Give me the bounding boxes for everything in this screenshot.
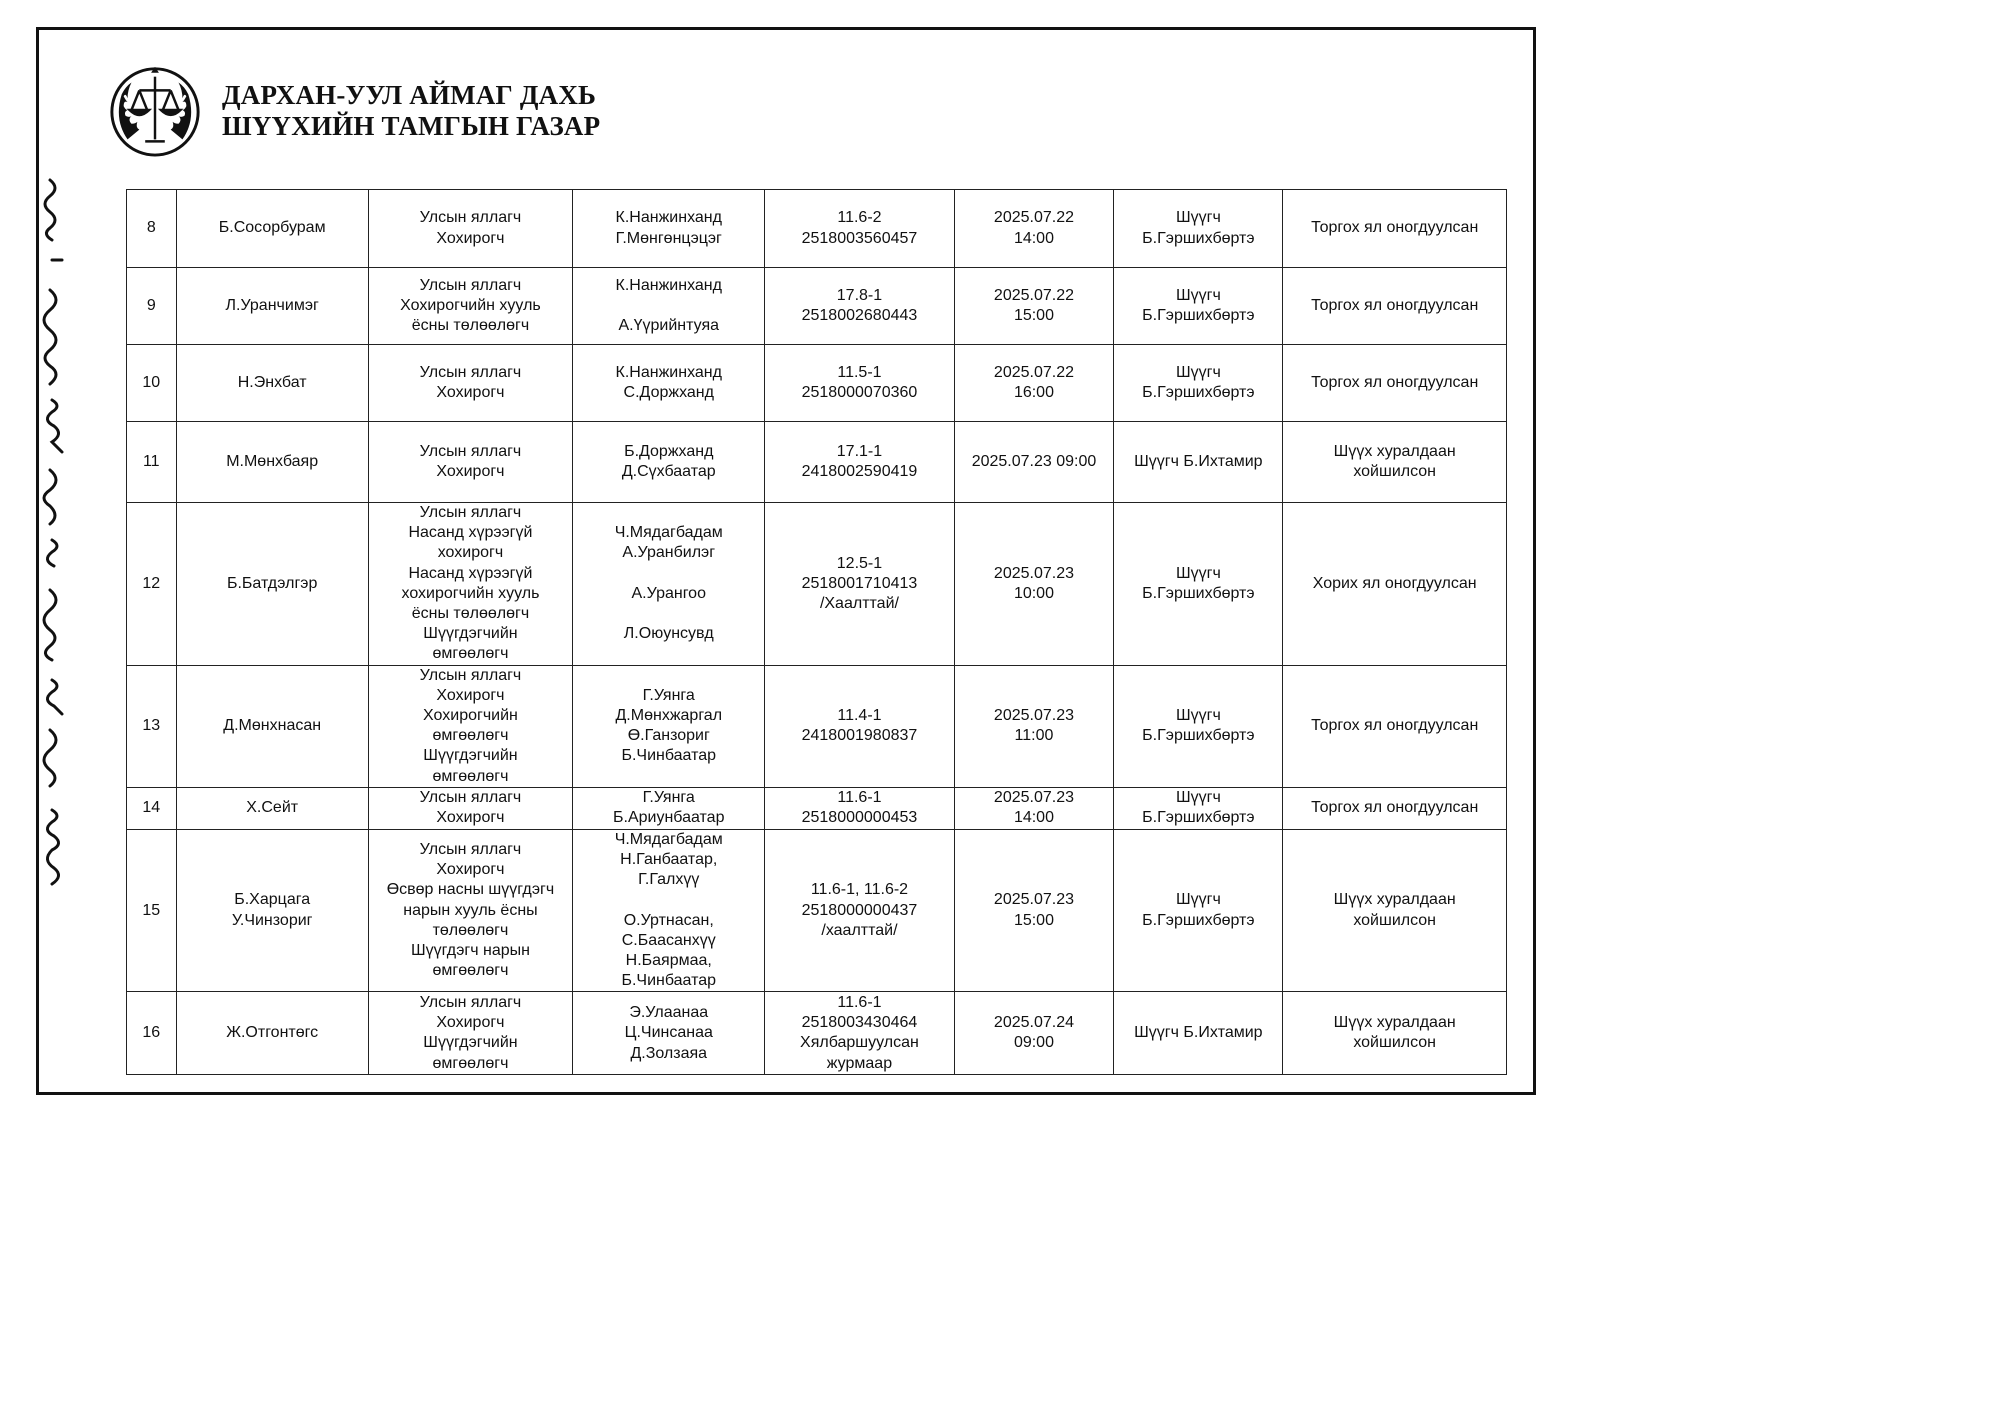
case-number-cell: 14 [127, 787, 177, 829]
lawyers-line: С.Доржханд [623, 384, 714, 401]
lawyers-line: А.Урангоо [631, 584, 706, 602]
article-case-code-cell [765, 190, 954, 268]
parties-line: хохирогчийн хууль [401, 584, 540, 602]
parties-line: ёсны төлөөлөгч [411, 605, 530, 623]
judge-line: Б.Гэршихбөртэ [1142, 584, 1255, 602]
table-row [127, 503, 1507, 666]
parties-line: өмгөөлөгч [432, 727, 509, 745]
lawyers-line: Н.Баярмаа, [625, 952, 712, 970]
lawyers-line: Л.Оюунсувд [623, 625, 714, 643]
parties-line: Улсын яллагч [419, 363, 522, 381]
judge-line: Б.Гэршихбөртэ [1142, 229, 1255, 247]
result-cell [1283, 422, 1507, 503]
side-script-rule [36, 150, 39, 920]
article-case-code-line: 2518000000453 [801, 809, 918, 827]
article-case-code-line: 11.4-1 [837, 707, 882, 725]
lawyers-cell [573, 190, 765, 268]
parties-line: Өсвөр насны шүүгдэгч [386, 881, 555, 899]
judge-cell [1114, 345, 1283, 422]
judge-cell [1114, 829, 1283, 992]
hearing-datetime-cell [954, 268, 1114, 345]
defendant-line: Ж.Отгонтөгс [226, 1024, 319, 1042]
parties-line: Улсын яллагч [419, 209, 522, 227]
hearing-datetime-line: 15:00 [1013, 307, 1054, 324]
article-case-code-line: Хялбаршуулсан [800, 1034, 919, 1052]
lawyers-line: Д.Сүхбаатар [621, 463, 716, 480]
defendant-line: Б.Харцага [234, 891, 311, 909]
article-case-code-cell [765, 829, 954, 992]
article-case-code-line: 2518003560457 [801, 229, 918, 247]
article-case-code-cell [765, 787, 954, 829]
defendant-cell [176, 665, 368, 787]
article-case-code-line: 2518003430464 [801, 1014, 918, 1032]
defendant-line: М.Мөнхбаяр [226, 452, 319, 470]
judge-line: Шүүгч [1175, 564, 1221, 582]
judge-line: Б.Гэршихбөртэ [1142, 911, 1255, 929]
lawyers-line: С.Баасанхүү [621, 931, 716, 949]
article-case-code-cell [765, 992, 954, 1075]
lawyers-cell [573, 345, 765, 422]
hearing-datetime-cell [954, 829, 1114, 992]
lawyers-line: О.Уртнасан, [623, 911, 714, 929]
judge-cell [1114, 190, 1283, 268]
result-line: Торгох ял оногдуулсан [1311, 219, 1479, 237]
lawyers-line: А.Үүрийнтуяа [618, 317, 719, 335]
parties-line: Шүүгдэгчийн [423, 1034, 518, 1052]
result-line: Шүүх хуралдаан [1333, 1014, 1456, 1032]
judge-cell [1114, 268, 1283, 345]
lawyers-line: Д.Золзаяа [630, 1044, 708, 1062]
case-number-cell: 12 [127, 503, 177, 666]
lawyers-line: Б.Доржханд [624, 442, 714, 460]
judge-line: Шүүгч [1175, 789, 1221, 807]
defendant-cell [176, 992, 368, 1075]
organization-name [222, 80, 600, 142]
case-number-cell: 10 [127, 345, 177, 422]
defendant-line: Л.Уранчимэг [225, 296, 319, 314]
table-row [127, 190, 1507, 268]
lawyers-line [573, 564, 764, 584]
case-number-cell: 8 [127, 190, 177, 268]
lawyers-line [573, 296, 764, 316]
table-row [127, 268, 1507, 345]
result-line: Шүүх хуралдаан [1333, 442, 1456, 460]
parties-line: Шүүгдэгч нарын [410, 941, 530, 959]
parties-line: Хохирогч [436, 686, 505, 704]
article-case-code-cell [765, 422, 954, 503]
hearing-datetime-cell [954, 422, 1114, 503]
table-row [127, 345, 1507, 422]
parties-line: Шүүгдэгчийн [423, 747, 518, 765]
case-number-cell: 13 [127, 665, 177, 787]
result-line: Торгох ял оногдуулсан [1311, 373, 1479, 391]
lawyers-cell [573, 503, 765, 666]
parties-line: Хохирогч [436, 861, 505, 879]
article-case-code-line: журмаар [826, 1054, 893, 1072]
hearing-datetime-line: 15:00 [1013, 911, 1054, 929]
hearing-datetime-cell [954, 345, 1114, 422]
court-emblem-logo [106, 60, 204, 160]
result-cell [1283, 787, 1507, 829]
lawyers-line: Ч.Мядагбадам [614, 830, 723, 848]
parties-line: Хохирогч [436, 229, 505, 247]
result-line: хойшилсон [1353, 463, 1437, 480]
result-line: хойшилсон [1353, 911, 1437, 929]
hearing-datetime-line: 2025.07.23 [993, 707, 1074, 725]
article-case-code-cell [765, 268, 954, 345]
parties-cell [368, 422, 572, 503]
defendant-cell [176, 787, 368, 829]
hearing-datetime-line: 2025.07.23 [993, 891, 1074, 909]
lawyers-line: Б.Чинбаатар [621, 747, 717, 765]
hearing-datetime-line: 2025.07.23 [993, 789, 1074, 807]
parties-cell [368, 665, 572, 787]
mongolian-script-motto [40, 170, 70, 900]
lawyers-cell [573, 665, 765, 787]
article-case-code-line: 12.5-1 [836, 554, 883, 572]
parties-line: Улсын яллагч [419, 994, 522, 1012]
case-number-cell: 16 [127, 992, 177, 1075]
table-row [127, 422, 1507, 503]
parties-line: өмгөөлөгч [432, 1054, 509, 1072]
judge-cell [1114, 665, 1283, 787]
hearing-datetime-line: 09:00 [1013, 1034, 1054, 1052]
result-line: хойшилсон [1353, 1034, 1437, 1052]
judge-line: Шүүгч [1175, 209, 1221, 227]
parties-line: хохирогч [437, 544, 504, 562]
parties-line: Хохирогч [436, 463, 505, 480]
article-case-code-line: 2418001980837 [801, 727, 918, 745]
judge-cell [1114, 787, 1283, 829]
article-case-code-line: 11.6-2 [837, 209, 882, 227]
parties-line: Улсын яллагч [419, 789, 522, 807]
article-case-code-line: /хаалттай/ [821, 921, 898, 939]
article-case-code-line: 17.1-1 [836, 442, 883, 460]
defendant-line: Д.Мөнхнасан [223, 717, 322, 735]
hearing-datetime-cell [954, 190, 1114, 268]
parties-line: Улсын яллагч [419, 666, 522, 684]
lawyers-line: Б.Ариунбаатар [613, 809, 725, 827]
hearing-datetime-cell [954, 665, 1114, 787]
hearing-datetime-line: 11:00 [1014, 727, 1054, 745]
hearing-datetime-cell [954, 992, 1114, 1075]
judge-line: Шүүгч Б.Ихтамир [1134, 452, 1263, 470]
defendant-cell [176, 829, 368, 992]
judge-line: Шүүгч Б.Ихтамир [1134, 1024, 1263, 1042]
case-number-cell: 9 [127, 268, 177, 345]
parties-line: Улсын яллагч [419, 504, 522, 521]
judge-line: Б.Гэршихбөртэ [1142, 727, 1255, 745]
article-case-code-line: 17.8-1 [836, 286, 883, 304]
hearing-datetime-cell [954, 503, 1114, 666]
judge-cell [1114, 422, 1283, 503]
hearing-datetime-line: 2025.07.22 [993, 209, 1074, 227]
parties-cell [368, 992, 572, 1075]
parties-cell [368, 829, 572, 992]
judge-cell [1114, 992, 1283, 1075]
result-cell [1283, 829, 1507, 992]
article-case-code-line: 2518000070360 [801, 384, 918, 401]
article-case-code-line: 2518000000437 [801, 901, 918, 919]
defendant-cell [176, 190, 368, 268]
hearing-datetime-cell [954, 787, 1114, 829]
hearing-datetime-line: 2025.07.23 09:00 [971, 452, 1097, 470]
parties-cell [368, 787, 572, 829]
lawyers-cell [573, 422, 765, 503]
result-line: Хорих ял оногдуулсан [1312, 574, 1477, 592]
lawyers-line: К.Нанжинханд [615, 209, 722, 227]
defendant-cell [176, 422, 368, 503]
case-number-cell: 11 [127, 422, 177, 503]
parties-line: Хохирогчийн хууль [400, 296, 541, 314]
lawyers-line: К.Нанжинханд [615, 276, 722, 294]
defendant-cell [176, 503, 368, 666]
defendant-line: У.Чинзориг [231, 911, 313, 929]
defendant-line: Н.Энхбат [237, 373, 307, 391]
table-row [127, 829, 1507, 992]
defendant-line: Б.Сосорбурам [218, 219, 326, 237]
hearing-datetime-line: 2025.07.23 [993, 564, 1074, 582]
lawyers-line: Г.Уянга [642, 789, 695, 807]
parties-cell [368, 345, 572, 422]
lawyers-line [573, 890, 764, 910]
hearing-datetime-line: 14:00 [1013, 229, 1054, 247]
parties-cell [368, 503, 572, 666]
lawyers-line: Ө.Ганзориг [627, 727, 710, 745]
result-cell [1283, 345, 1507, 422]
article-case-code-line: 2518002680443 [801, 307, 918, 324]
parties-line: өмгөөлөгч [432, 962, 509, 980]
article-case-code-line: 11.6-1 [837, 994, 882, 1012]
lawyers-line [573, 604, 764, 624]
article-case-code-cell [765, 665, 954, 787]
lawyers-cell [573, 829, 765, 992]
hearing-datetime-line: 2025.07.22 [993, 286, 1074, 304]
article-case-code-line: 11.6-1 [837, 789, 882, 807]
hearing-datetime-line: 14:00 [1013, 809, 1054, 827]
table-row [127, 787, 1507, 829]
lawyers-line: Н.Ганбаатар, [620, 851, 718, 869]
parties-line: Хохирогч [436, 1014, 505, 1032]
lawyers-line: Б.Чинбаатар [621, 972, 717, 990]
defendant-line: Б.Батдэлгэр [226, 574, 318, 592]
judge-cell [1114, 503, 1283, 666]
article-case-code-line: /Хаалттай/ [819, 594, 899, 612]
article-case-code-line: 11.5-1 [837, 363, 882, 381]
judge-line: Б.Гэршихбөртэ [1142, 809, 1255, 827]
hearing-datetime-line: 2025.07.24 [993, 1014, 1074, 1032]
parties-line: Насанд хүрээгүй [408, 564, 533, 582]
parties-line: Хохирогчийн [423, 707, 518, 725]
parties-line: Шүүгдэгчийн [423, 625, 518, 643]
parties-line: өмгөөлөгч [432, 645, 509, 663]
result-cell [1283, 665, 1507, 787]
lawyers-line: Д.Мөнхжаргал [615, 707, 723, 725]
judge-line: Шүүгч [1175, 891, 1221, 909]
parties-line: Хохирогч [436, 809, 505, 827]
parties-line: Хохирогч [436, 384, 505, 401]
article-case-code-line: 2518001710413 [801, 574, 918, 592]
result-line: Торгох ял оногдуулсан [1311, 717, 1479, 735]
article-case-code-cell [765, 345, 954, 422]
parties-line: төлөөлөгч [432, 921, 509, 939]
judge-line: Б.Гэршихбөртэ [1142, 384, 1255, 401]
parties-cell [368, 268, 572, 345]
result-cell [1283, 992, 1507, 1075]
case-number-cell: 15 [127, 829, 177, 992]
result-line: Торгох ял оногдуулсан [1311, 296, 1479, 314]
org-name-line-2: ШҮҮХИЙН ТАМГЫН ГАЗАР [222, 111, 601, 141]
hearing-datetime-line: 16:00 [1013, 384, 1054, 401]
lawyers-line: Ц.Чинсанаа [624, 1024, 713, 1042]
lawyers-line: А.Уранбилэг [622, 544, 716, 562]
result-line: Шүүх хуралдаан [1333, 891, 1456, 909]
article-case-code-line: 11.6-1, 11.6-2 [810, 881, 909, 899]
lawyers-cell [573, 787, 765, 829]
lawyers-line: Ч.Мядагбадам [614, 524, 723, 542]
parties-line: Улсын яллагч [419, 840, 522, 858]
org-name-line-1: ДАРХАН-УУЛ АЙМАГ ДАХЬ [222, 80, 597, 110]
result-cell [1283, 503, 1507, 666]
article-case-code-cell [765, 503, 954, 666]
article-case-code-line: 2418002590419 [801, 463, 918, 480]
lawyers-cell [573, 992, 765, 1075]
result-line: Торгох ял оногдуулсан [1311, 799, 1479, 817]
parties-line: Насанд хүрээгүй [408, 524, 533, 542]
defendant-cell [176, 345, 368, 422]
parties-line: ёсны төлөөлөгч [411, 317, 530, 335]
parties-line: Улсын яллагч [419, 442, 522, 460]
judge-line: Б.Гэршихбөртэ [1142, 307, 1255, 324]
judge-line: Шүүгч [1175, 707, 1221, 725]
lawyers-line: Г.Мөнгөнцэцэг [615, 229, 722, 247]
parties-cell [368, 190, 572, 268]
parties-line: өмгөөлөгч [432, 767, 509, 785]
judge-line: Шүүгч [1175, 363, 1221, 381]
hearing-datetime-line: 10:00 [1013, 584, 1054, 602]
lawyers-line: К.Нанжинханд [615, 363, 722, 381]
result-cell [1283, 190, 1507, 268]
defendant-line: Х.Сейт [246, 799, 299, 817]
judge-line: Шүүгч [1175, 286, 1221, 304]
lawyers-line: Э.Улаанаа [629, 1004, 709, 1022]
lawyers-line: Г.Уянга [642, 686, 695, 704]
table-row [127, 992, 1507, 1075]
lawyers-cell [573, 268, 765, 345]
parties-line: нарын хууль ёсны [403, 901, 538, 919]
hearing-datetime-line: 2025.07.22 [993, 363, 1074, 381]
result-cell [1283, 268, 1507, 345]
defendant-cell [176, 268, 368, 345]
lawyers-line: Г.Галхүү [638, 871, 700, 889]
table-row [127, 665, 1507, 787]
parties-line: Улсын яллагч [419, 276, 522, 294]
court-schedule-table [126, 189, 1507, 1075]
